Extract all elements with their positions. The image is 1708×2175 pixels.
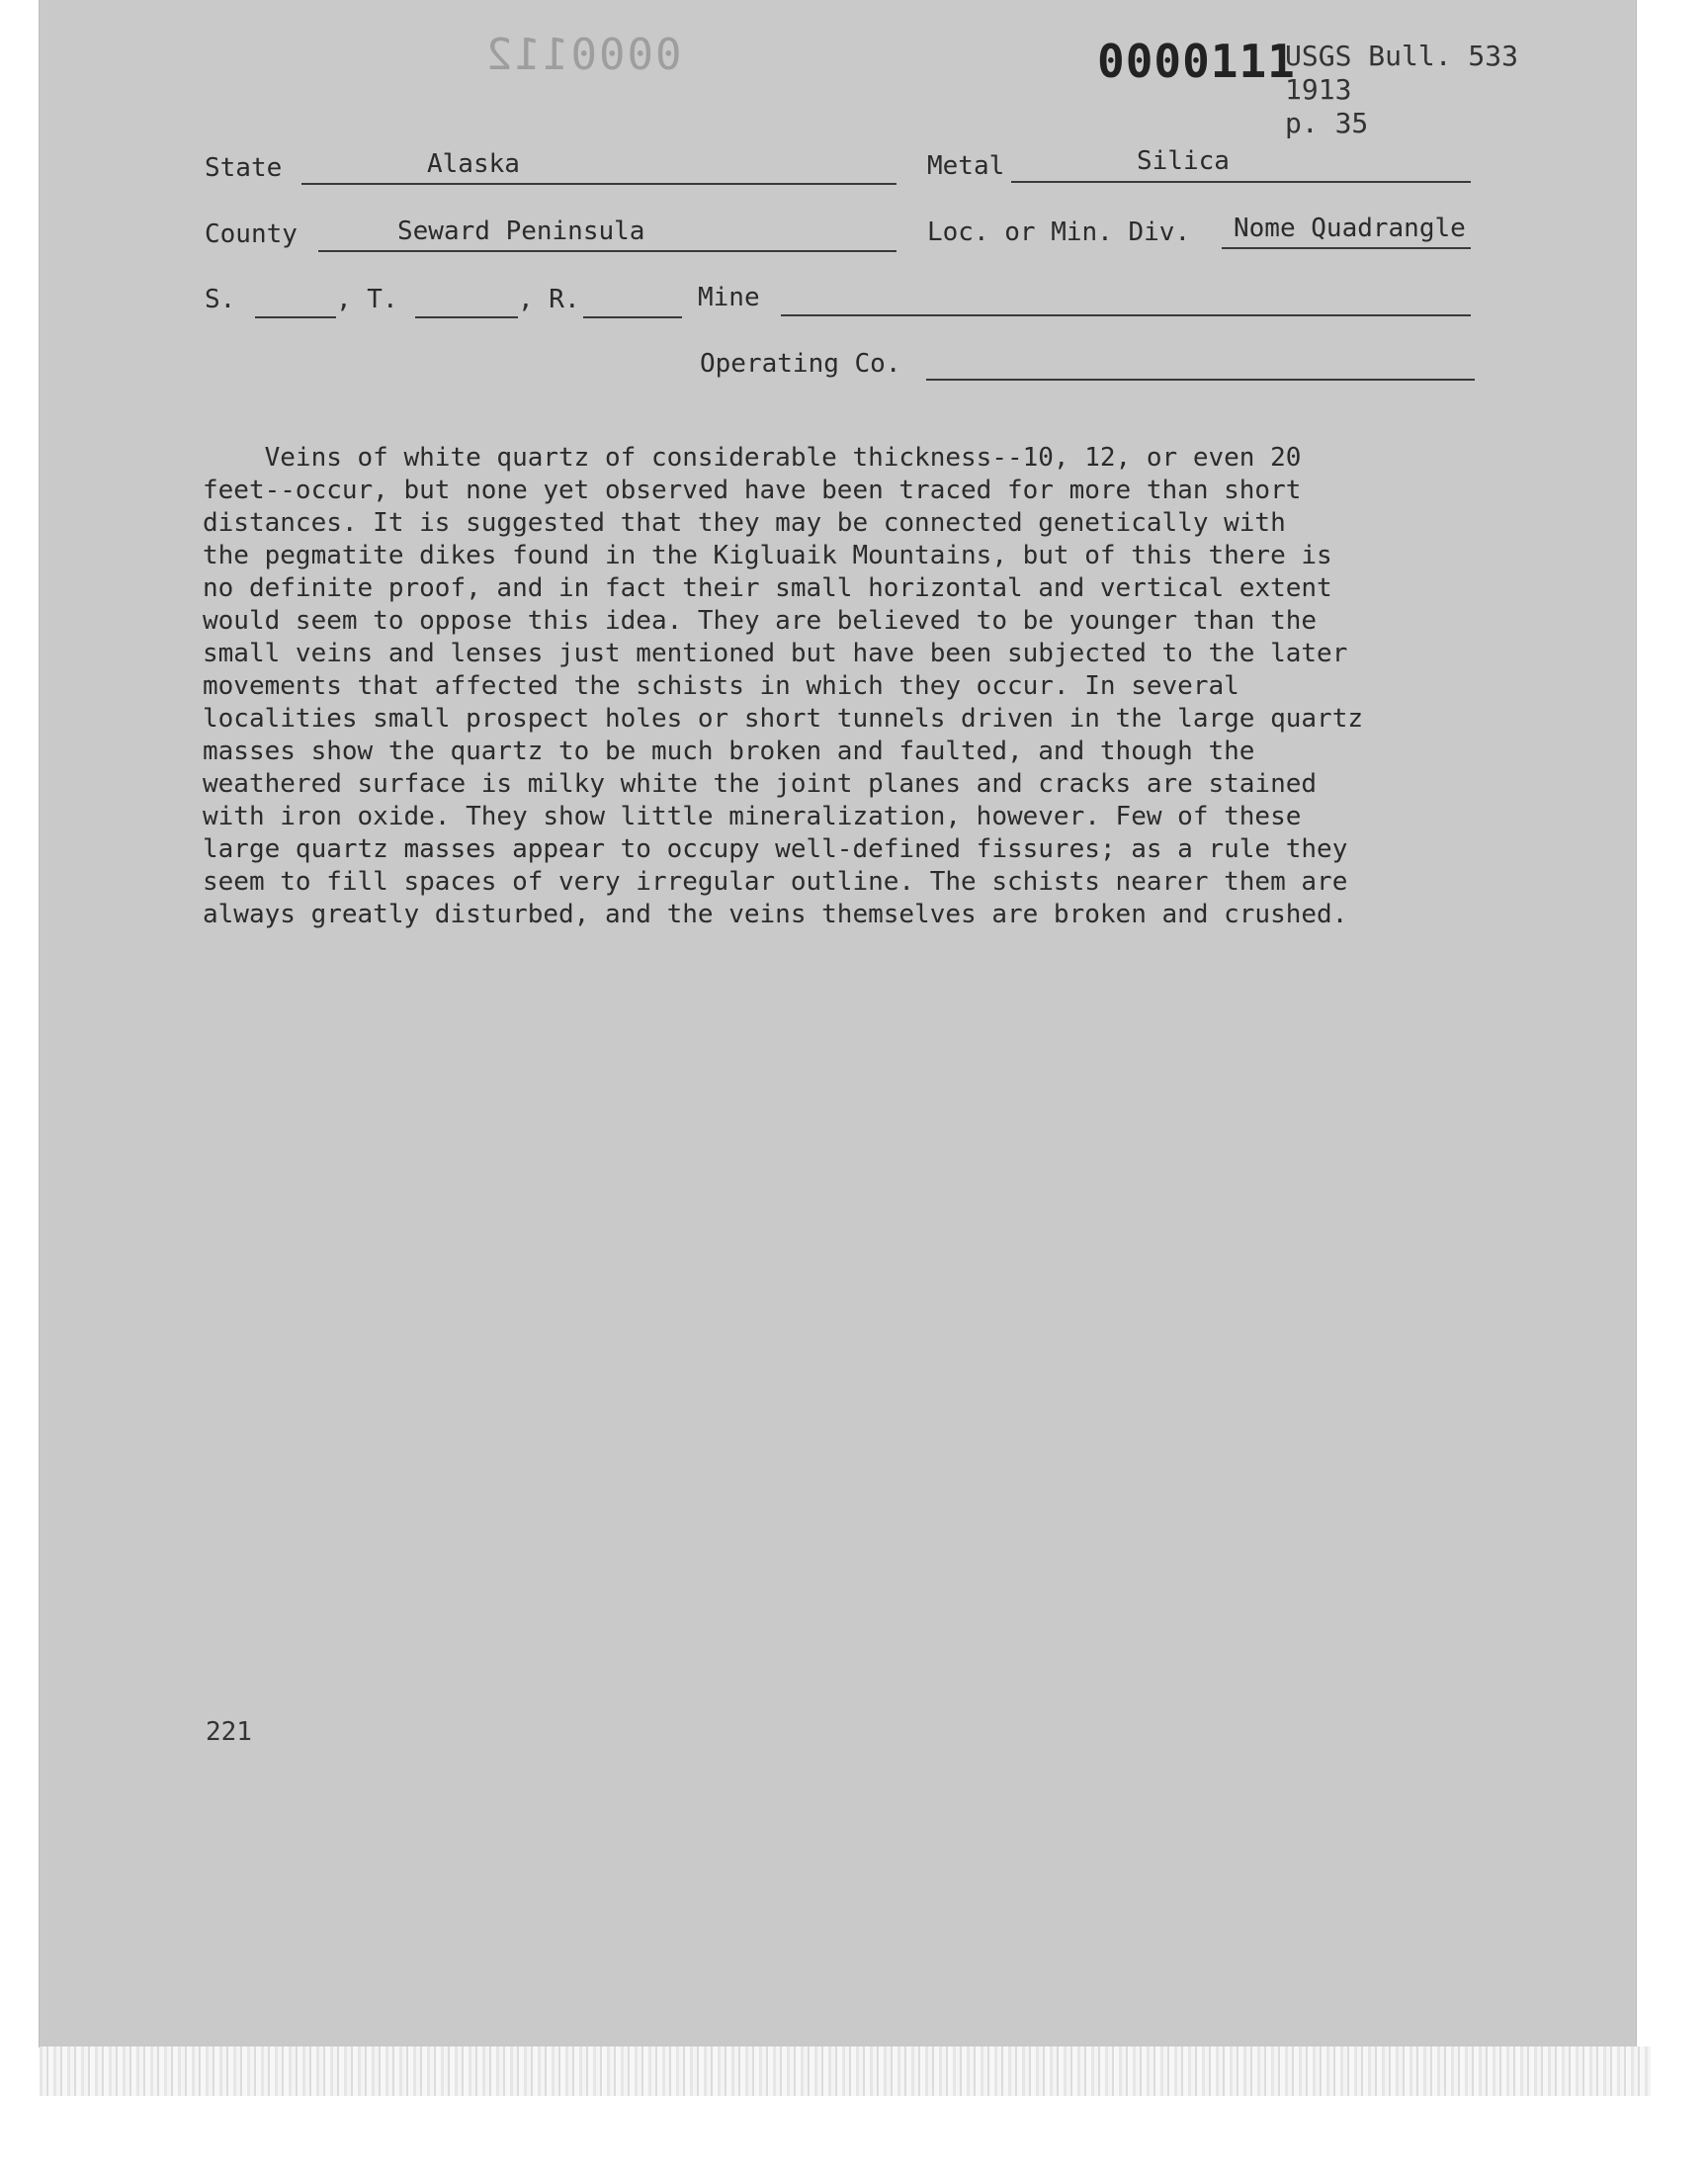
- document-sheet: [40, 0, 1636, 2046]
- state-value: Alaska: [427, 149, 520, 179]
- metal-label: Metal: [927, 151, 1005, 181]
- loc-label: Loc. or Min. Div.: [927, 218, 1191, 247]
- county-value: Seward Peninsula: [397, 217, 645, 246]
- state-label: State: [205, 153, 283, 183]
- mine-label: Mine: [698, 283, 760, 312]
- page-number: 221: [206, 1717, 252, 1747]
- mine-underline: [781, 314, 1471, 316]
- county-underline: [318, 250, 897, 252]
- faint-mirrored-stamp: 0000112: [484, 30, 682, 80]
- reference-page: p. 35: [1285, 107, 1369, 139]
- loc-value: Nome Quadrangle: [1234, 214, 1466, 243]
- metal-underline: [1011, 181, 1471, 183]
- range-label: , R.: [518, 285, 580, 314]
- description-paragraph: Veins of white quartz of considerable thickness--10, 12, or even 20 feet--occur, but none yet observed have been traced for more than short distances. It is suggested that they may be connected genetically with the pegmatite dikes found in the Kigluaik Mountains, but of this there is no definite proof, and in fact their small horizontal and vertical extent would seem to oppose this idea. They are believed to be younger than the small veins and lenses just mentioned but have been subjected to the later movements that affected the schists in which they occur. In several localities small prospect holes or short tunnels driven in the large quartz masses show the quartz to be much broken and faulted, and though the weathered surface is milky white the joint planes and cracks are stained with iron oxide. They show little mineralization, however. Few of these large quartz masses appear to occupy well-defined fissures; as a rule they seem to fill spaces of very irregular outline. The schists nearer them are always greatly disturbed, and the veins themselves are broken and crushed.: [203, 443, 1363, 929]
- township-underline: [415, 316, 518, 318]
- metal-value: Silica: [1137, 146, 1230, 176]
- state-underline: [301, 183, 897, 185]
- section-label: S.: [205, 285, 236, 314]
- reference-bulletin: USGS Bull. 533: [1285, 40, 1519, 72]
- document-stamp-number: 0000111: [1097, 35, 1296, 88]
- operating-co-label: Operating Co.: [700, 349, 901, 379]
- loc-underline: [1222, 247, 1471, 249]
- range-underline: [583, 316, 682, 318]
- operating-co-underline: [926, 379, 1475, 381]
- reference-year: 1913: [1285, 73, 1352, 106]
- section-underline: [255, 316, 336, 318]
- township-label: , T.: [336, 285, 398, 314]
- scan-edge-strip: [40, 2046, 1651, 2096]
- county-label: County: [205, 219, 298, 249]
